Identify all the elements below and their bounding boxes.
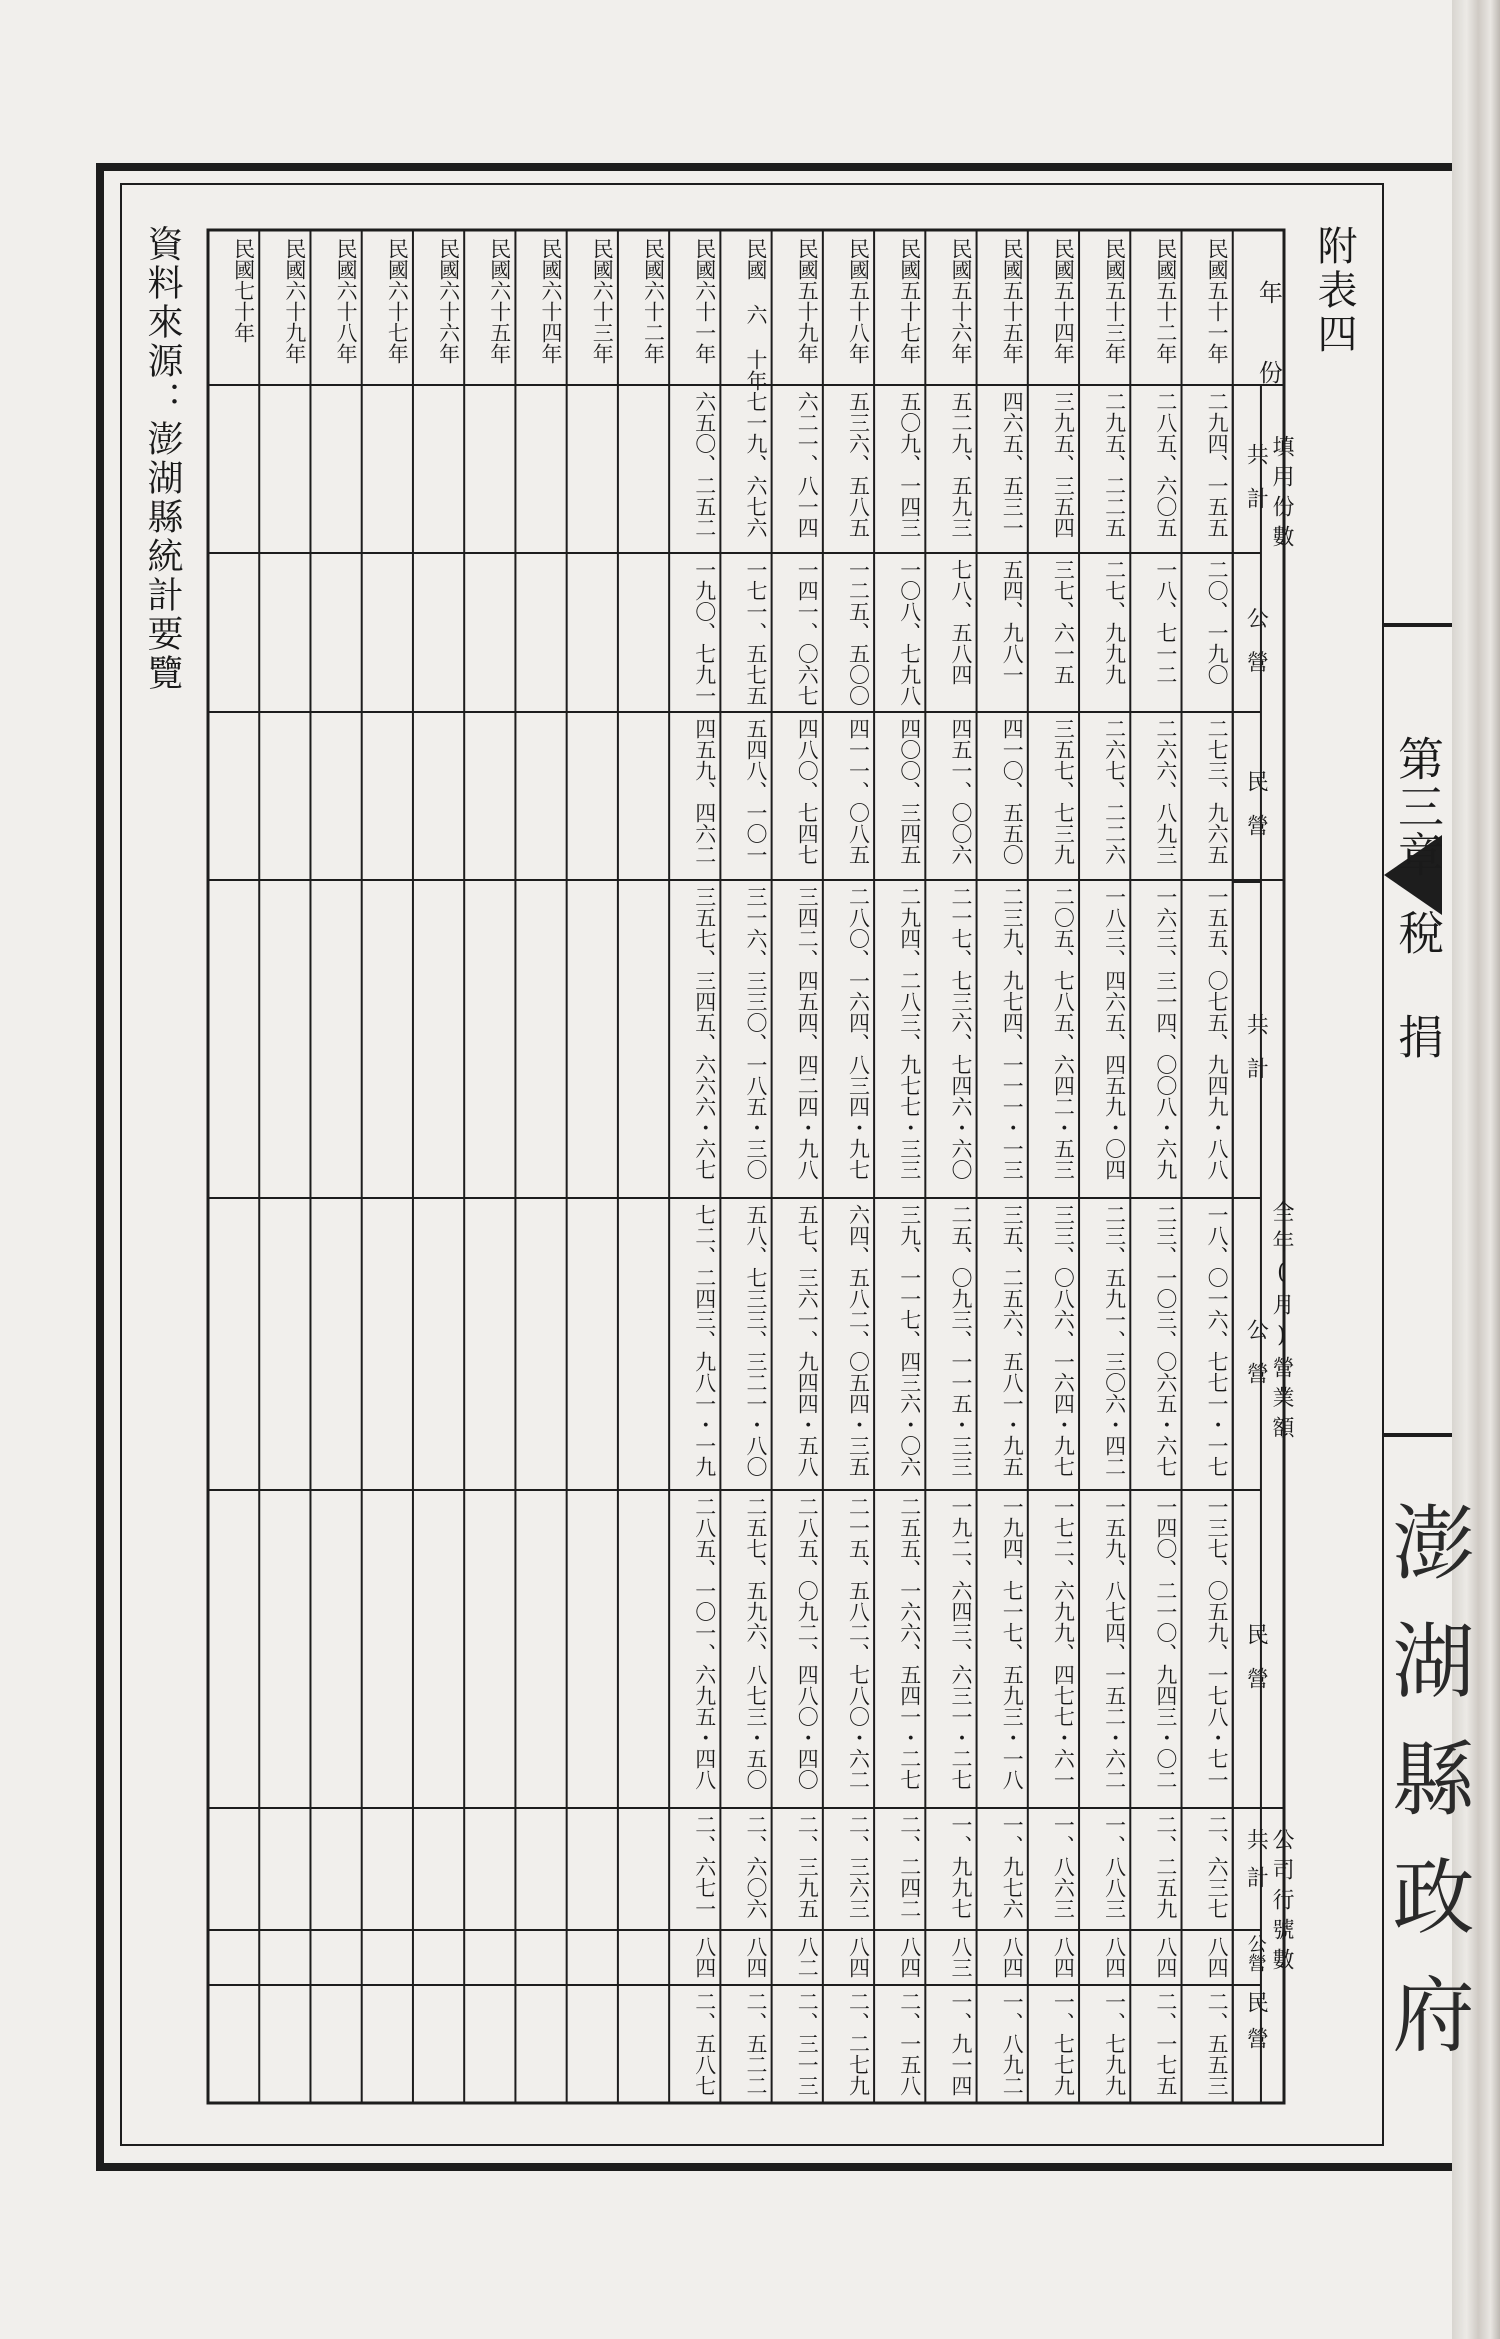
company-total-cell: 一、八八三 bbox=[1102, 1814, 1127, 1919]
company-total-cell: 二、三六三 bbox=[846, 1814, 871, 1919]
revenue-public-cell: 七二、二四三、九八一・一九 bbox=[692, 1204, 717, 1477]
revenue-total-cell: 三一六、三三〇、一八五・三〇 bbox=[744, 886, 768, 1180]
year-cell: 民國五十四年 bbox=[1051, 238, 1076, 364]
license-private-cell: 四八〇、七四七 bbox=[795, 718, 820, 865]
company-public-cell: 八四 bbox=[1205, 1936, 1230, 1978]
revenue-private-cell: 一四〇、二一〇、九四三・〇二 bbox=[1153, 1496, 1178, 1790]
company-public-cell: 八四 bbox=[1153, 1936, 1178, 1978]
license-total-cell: 五二九、五九三 bbox=[948, 391, 973, 538]
license-private-cell: 三五七、七三九 bbox=[1051, 718, 1076, 865]
revenue-private-cell: 二五七、五九六、八七三・五〇 bbox=[744, 1496, 768, 1790]
year-cell: 民國六十七年 bbox=[385, 238, 410, 364]
revenue-private-cell: 一七二、六九九、四七七・六一 bbox=[1051, 1496, 1076, 1790]
revenue-total-cell: 一六三、三一四、〇〇八・六九 bbox=[1153, 886, 1178, 1180]
company-private-cell: 一、九一四 bbox=[948, 1991, 973, 2096]
year-cell: 民國六十六年 bbox=[436, 238, 461, 364]
license-private-cell: 二七三、九六五 bbox=[1205, 718, 1230, 865]
company-total-header: 共計 bbox=[1243, 1828, 1269, 1904]
revenue-public-cell: 五七、三六一、九四四・五八 bbox=[795, 1204, 820, 1477]
license-private-cell: 四〇〇、三四五 bbox=[897, 718, 922, 865]
license-total-cell: 二九五、二二五 bbox=[1102, 391, 1127, 538]
company-total-cell: 一、八六三 bbox=[1051, 1814, 1076, 1919]
revenue-private-cell: 二五五、一六六、五四一・二七 bbox=[897, 1496, 922, 1790]
company-private-cell: 二、二七九 bbox=[846, 1991, 871, 2096]
company-public-cell: 八四 bbox=[846, 1936, 871, 1978]
license-public-cell: 七八、五八四 bbox=[948, 559, 973, 685]
license-total-header: 共計 bbox=[1243, 443, 1269, 531]
annual-revenue-group-header: 全年(月)營業額 bbox=[1268, 1200, 1294, 1446]
company-public-cell: 八四 bbox=[692, 1936, 717, 1978]
company-public-cell: 八四 bbox=[1102, 1936, 1127, 1978]
year-cell: 民國五十八年 bbox=[846, 238, 871, 364]
revenue-private-cell: 一三七、〇五九、一七八・七一 bbox=[1205, 1496, 1230, 1790]
company-public-cell: 八四 bbox=[744, 1936, 768, 1978]
company-total-cell: 二、六〇六 bbox=[744, 1814, 768, 1919]
company-public-cell: 八四 bbox=[1051, 1936, 1076, 1978]
year-header: 份 bbox=[1254, 360, 1283, 384]
license-total-cell: 五三六、五八五 bbox=[846, 391, 871, 538]
company-private-cell: 一、八九二 bbox=[1000, 1991, 1025, 2096]
revenue-private-cell: 一九二、六四三、六三一・二七 bbox=[948, 1496, 973, 1790]
license-private-header: 民營 bbox=[1243, 770, 1269, 858]
company-public-cell: 八四 bbox=[897, 1936, 922, 1978]
revenue-private-cell: 二八五、一〇一、六九五・四八 bbox=[692, 1496, 717, 1790]
table-title: 附表四 bbox=[1311, 225, 1357, 357]
license-total-cell: 七一九、六七六 bbox=[744, 391, 768, 538]
revenue-total-cell: 二〇五、七八五、六四二・五三 bbox=[1051, 886, 1076, 1180]
license-public-cell: 二七、九九九 bbox=[1102, 559, 1127, 685]
company-private-cell: 二、一七五 bbox=[1153, 1991, 1178, 2096]
license-count-group-header: 填用份數 bbox=[1268, 435, 1294, 555]
company-total-cell: 一、九七六 bbox=[1000, 1814, 1025, 1919]
revenue-private-cell: 一五九、八七四、一五二・六二 bbox=[1102, 1496, 1127, 1790]
license-private-cell: 四一一、〇八五 bbox=[846, 718, 871, 865]
chapter-title: 稅 捐 bbox=[1391, 909, 1445, 1061]
year-cell: 民國六十二年 bbox=[641, 238, 666, 364]
revenue-total-cell: 二九四、二八三、九七七・三三 bbox=[897, 886, 922, 1180]
revenue-public-cell: 二五、〇九三、一一五・三三 bbox=[948, 1204, 973, 1477]
license-public-cell: 二〇、一九〇 bbox=[1205, 559, 1230, 685]
year-cell: 民國五十一年 bbox=[1205, 238, 1230, 364]
license-public-cell: 一四一、〇六七 bbox=[795, 559, 820, 706]
license-public-cell: 三七、六一五 bbox=[1051, 559, 1076, 685]
company-count-group-header: 公司行號數 bbox=[1268, 1828, 1294, 1978]
year-cell: 民國六十五年 bbox=[487, 238, 512, 364]
company-private-cell: 二、一五八 bbox=[897, 1991, 922, 2096]
year-cell: 民國五十二年 bbox=[1153, 238, 1178, 364]
revenue-public-cell: 六四、五八二、〇五四・三五 bbox=[846, 1204, 871, 1477]
revenue-public-cell: 二三、五九一、三〇六・四二 bbox=[1102, 1204, 1127, 1477]
company-public-cell: 八三 bbox=[948, 1936, 973, 1978]
year-cell: 民國 六 十年 bbox=[744, 238, 768, 391]
revenue-public-cell: 三五、二五六、五八一・九五 bbox=[1000, 1204, 1025, 1477]
company-private-cell: 二、五二二 bbox=[744, 1991, 768, 2096]
license-public-cell: 一九〇、七九一 bbox=[692, 559, 717, 706]
company-public-header: 公營 bbox=[1244, 1934, 1267, 1972]
license-total-cell: 二九四、一五五 bbox=[1205, 391, 1230, 538]
revenue-total-cell: 一五五、〇七五、九四九・八八 bbox=[1205, 886, 1230, 1180]
revenue-total-cell: 一八三、四六五、四五九・〇四 bbox=[1102, 886, 1127, 1180]
year-cell: 民國五十九年 bbox=[795, 238, 820, 364]
company-total-cell: 二、六七一 bbox=[692, 1814, 717, 1919]
company-private-cell: 二、五五三 bbox=[1205, 1991, 1230, 2096]
license-total-cell: 六二一、八一四 bbox=[795, 391, 820, 538]
license-public-cell: 五四、九八一 bbox=[1000, 559, 1025, 685]
license-private-cell: 二六七、二二六 bbox=[1102, 718, 1127, 865]
license-private-cell: 四五九、四六二 bbox=[692, 718, 717, 865]
year-cell: 民國五十五年 bbox=[1000, 238, 1025, 364]
year-cell: 民國六十九年 bbox=[282, 238, 307, 364]
company-total-cell: 二、六三七 bbox=[1205, 1814, 1230, 1919]
revenue-public-cell: 二三、一〇三、〇六五・六七 bbox=[1153, 1204, 1178, 1477]
license-total-cell: 三九五、三五四 bbox=[1051, 391, 1076, 538]
revenue-public-cell: 三九、一一七、四三六・〇六 bbox=[897, 1204, 922, 1477]
company-public-cell: 八四 bbox=[1000, 1936, 1025, 1978]
revenue-total-cell: 三五七、三四五、六六六・六七 bbox=[692, 886, 717, 1180]
revenue-total-header: 共計 bbox=[1243, 1013, 1269, 1101]
data-source-note: 資料來源：澎湖縣統計要覽 bbox=[142, 225, 183, 693]
license-private-cell: 四五一、〇〇六 bbox=[948, 718, 973, 865]
revenue-private-cell: 二一五、五八二、七八〇・六二 bbox=[846, 1496, 871, 1790]
company-private-cell: 一、七七九 bbox=[1051, 1991, 1076, 2096]
year-cell: 民國六十一年 bbox=[692, 238, 717, 364]
license-public-cell: 一〇八、七九八 bbox=[897, 559, 922, 706]
year-cell: 民國六十三年 bbox=[590, 238, 615, 364]
company-private-header: 民營 bbox=[1243, 1991, 1269, 2063]
company-private-cell: 二、三一三 bbox=[795, 1991, 820, 2096]
company-total-cell: 二、三九五 bbox=[795, 1814, 820, 1919]
company-public-cell: 八二 bbox=[795, 1936, 820, 1978]
license-total-cell: 五〇九、一四三 bbox=[897, 391, 922, 538]
license-public-header: 公營 bbox=[1243, 606, 1269, 695]
year-header: 年 bbox=[1254, 280, 1283, 304]
license-total-cell: 四六五、五三一 bbox=[1000, 391, 1025, 538]
year-cell: 民國六十四年 bbox=[539, 238, 564, 364]
license-private-cell: 五四八、一〇一 bbox=[744, 718, 768, 865]
revenue-public-header: 公營 bbox=[1243, 1318, 1269, 1406]
license-public-cell: 一二五、五〇〇 bbox=[846, 559, 871, 706]
license-private-cell: 二六六、八九三 bbox=[1153, 718, 1178, 865]
company-private-cell: 一、七九九 bbox=[1102, 1991, 1127, 2096]
year-cell: 民國六十八年 bbox=[334, 238, 359, 364]
license-public-cell: 一七一、五七五 bbox=[744, 559, 768, 706]
revenue-public-cell: 三三、〇八六、一六四・九七 bbox=[1051, 1204, 1076, 1477]
book-title: 澎湖縣政府 bbox=[1379, 1500, 1474, 2090]
license-private-cell: 四一〇、五五〇 bbox=[1000, 718, 1025, 865]
revenue-public-cell: 五八、七三三、三二一・八〇 bbox=[744, 1204, 768, 1477]
year-cell: 民國五十三年 bbox=[1102, 238, 1127, 364]
revenue-private-cell: 二八五、〇九二、四八〇・四〇 bbox=[795, 1496, 820, 1790]
company-private-cell: 二、五八七 bbox=[692, 1991, 717, 2096]
company-total-cell: 一、九九七 bbox=[948, 1814, 973, 1919]
revenue-private-header: 民營 bbox=[1243, 1623, 1269, 1711]
revenue-total-cell: 三四二、四五四、四二四・九八 bbox=[795, 886, 820, 1180]
company-total-cell: 二、二四二 bbox=[897, 1814, 922, 1919]
chapter-number: 第三章 bbox=[1391, 735, 1445, 879]
revenue-private-cell: 一九四、七一七、五九三・一八 bbox=[1000, 1496, 1025, 1790]
license-total-cell: 六五〇、二五二 bbox=[692, 391, 717, 538]
license-total-cell: 二八五、六〇五 bbox=[1153, 391, 1178, 538]
year-cell: 民國五十七年 bbox=[897, 238, 922, 364]
revenue-total-cell: 二一七、七三六、七四六・六〇 bbox=[948, 886, 973, 1180]
company-total-cell: 二、二五九 bbox=[1153, 1814, 1178, 1919]
year-cell: 民國五十六年 bbox=[948, 238, 973, 364]
license-public-cell: 一八、七一二 bbox=[1153, 559, 1178, 685]
revenue-public-cell: 一八、〇一六、七七一・一七 bbox=[1205, 1204, 1230, 1477]
year-cell: 民國七十年 bbox=[231, 238, 256, 343]
revenue-total-cell: 二三九、九七四、一一一・一三 bbox=[1000, 886, 1025, 1180]
revenue-total-cell: 二八〇、一六四、八三四・九七 bbox=[846, 886, 871, 1180]
